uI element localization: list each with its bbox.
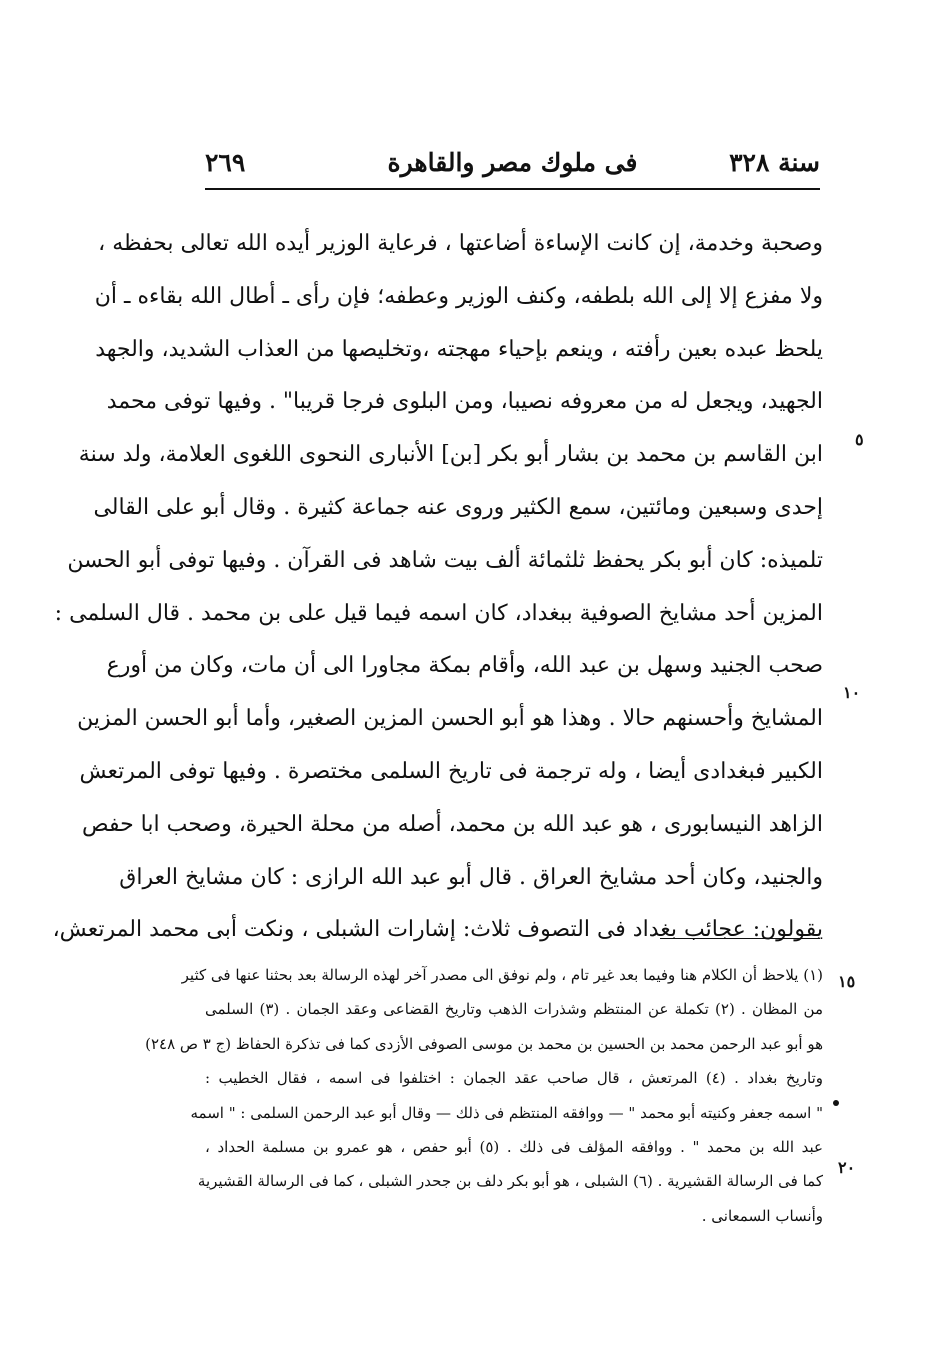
footnote-line: عبد الله بن محمد " . ووافقه المؤلف فى ذلك . (٥) أبو حفص ، هو عمرو بن مسلمة الحداد ، <box>205 1137 823 1156</box>
text-line: الجهيد، ويجعل له من معروفه نصيبا، ومن البلوى فرجا قريبا" . وفيها توفى محمد <box>106 389 823 415</box>
text-line: المزين أحد مشايخ الصوفية ببغداد، كان اسمه فيما قيل على بن محمد . قال السلمى : <box>54 600 823 626</box>
text-line: ولا مفزع إلا إلى الله بلطفه، وكنف الوزير وعطفه؛ فإن رأى ـ أطال الله بقاءه ـ أن <box>94 283 823 309</box>
text-line: إحدى وسبعين ومائتين، سمع الكثير وروى عنه جماعة كثيرة . وقال أبو على القالى <box>93 494 823 520</box>
running-header <box>205 148 820 184</box>
footnote-line: " اسمه جعفر وكنيته أبو محمد " — ووافقه المنتظم فى ذلك — وقال أبو عبد الرحمن السلمى : " اسمه <box>190 1103 823 1122</box>
footnotes <box>145 958 823 1233</box>
text-line: المشايخ وأحسنهم حالا . وهذا هو أبو الحسن المزين الصغير، وأما أبو الحسن المزين <box>77 706 823 732</box>
footnote-line: كما فى الرسالة القشيرية . (٦) الشبلى ، هو أبو بكر دلف بن جحدر الشبلى ، كما فى الرسالة القشيرية <box>197 1172 823 1191</box>
header-rule <box>205 188 820 190</box>
text-line: يلحظ عبده بعين رأفته ، وينعم بإحياء مهجته ،وتخليصها من العذاب الشديد، والجهد <box>95 336 823 362</box>
footnote-line: (١) يلاحظ أن الكلام هنا وفيما بعد غير تام ، ولم نوفق الى مصدر آخر لهذه الرسالة بعد بحثنا عنها فى كثير <box>181 966 823 984</box>
margin-dot <box>833 1100 839 1106</box>
text-line: يقولون: عجائب بغداد فى التصوف ثلاث: إشارات الشبلى ، ونكت أبى محمد المرتعش، <box>52 917 823 943</box>
text-line: الزاهد النيسابورى ، هو عبد الله بن محمد، أصله من محلة الحيرة، وصحب ابا حفص <box>82 811 823 837</box>
header-title: فى ملوك مصر والقاهرة <box>387 148 638 177</box>
footnote-line: هو أبو عبد الرحمن محمد بن الحسين بن محمد بن موسى الصوفى الأزدى كما فى تذكرة الحفاظ (ج ٣ ص ٢٤٨) <box>145 1034 823 1053</box>
text-line: وصحبة وخدمة، إن كانت الإساءة أضاعتها ، فرعاية الوزير أيده الله تعالى بحفظه ، <box>98 231 823 256</box>
text-line: ابن القاسم بن محمد بن بشار أبو بكر [بن] الأنبارى النحوى اللغوى العلامة، ولد سنة <box>78 442 823 468</box>
main-text <box>52 218 823 957</box>
line-number-10: ١٠ <box>843 683 861 702</box>
page-number: ٢٦٩ <box>205 148 246 177</box>
footnote-line: وتاريخ بغداد . (٤) المرتعش ، قال صاحب عقد الجمان : اختلفوا فى اسمه ، فقال الخطيب : <box>205 1069 823 1088</box>
line-number-5: ٥ <box>855 430 864 449</box>
line-number-15: ١٥ <box>838 972 856 991</box>
footnote-line: من المظان . (٢) تكملة عن المنتظم وشذرات الذهب وتاريخ القضاعى وعقد الجمان . (٣) السلمى <box>205 1000 823 1019</box>
text-line: تلميذه: كان أبو بكر يحفظ ثلثمائة ألف بيت شاهد فى القرآن . وفيها توفى أبو الحسن <box>67 547 823 573</box>
text-line: والجنيد، وكان أحد مشايخ العراق . قال أبو عبد الله الرازى : كان مشايخ العراق <box>119 864 823 890</box>
footnote-rule <box>660 938 820 939</box>
line-number-20: ٢٠ <box>838 1158 856 1177</box>
text-line: صحب الجنيد وسهل بن عبد الله، وأقام بمكة مجاورا الى أن مات، وكان من أورع <box>106 653 823 679</box>
footnote-line: وأنساب السمعانى . <box>701 1206 823 1225</box>
header-year: سنة ٣٢٨ <box>729 148 820 177</box>
text-line: الكبير فبغدادى أيضا ، وله ترجمة فى تاريخ السلمى مختصرة . وفيها توفى المرتعش <box>79 758 823 784</box>
